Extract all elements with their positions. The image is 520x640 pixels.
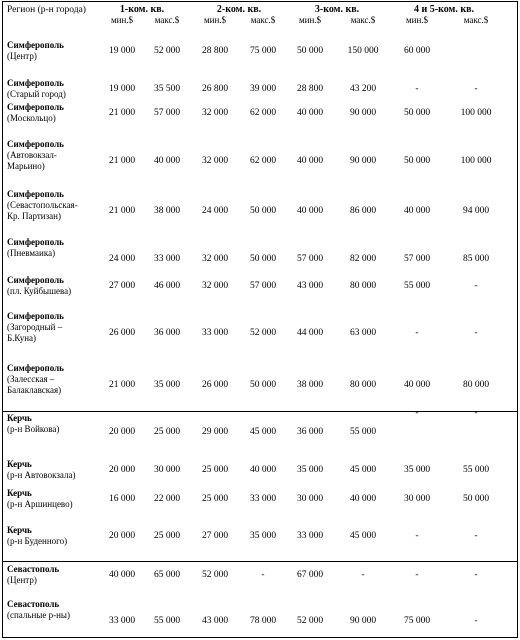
price-cell: 35 000 (296, 465, 324, 475)
column-group-title: 4 и 5-ком. кв. (413, 4, 475, 15)
column-group-title: 1-ком. кв. (119, 4, 165, 15)
price-cell: 27 000 (201, 531, 229, 541)
price-cell: 35 000 (249, 531, 277, 541)
price-cell: 25 000 (153, 427, 181, 437)
district-name: (Москольцо) (7, 113, 56, 123)
region-cell (7, 78, 66, 100)
column-sub-header-max: макс.$ (350, 15, 376, 25)
price-cell: 90 000 (349, 616, 377, 626)
price-cell: 55 000 (153, 616, 181, 626)
price-cell: 50 000 (403, 108, 431, 118)
price-cell: 40 000 (403, 206, 431, 216)
price-cell: 26 000 (108, 328, 136, 338)
price-cell: 28 800 (296, 84, 324, 94)
price-cell: 43 000 (296, 281, 324, 291)
price-cell: 90 000 (349, 108, 377, 118)
district-name: (Центр) (7, 575, 37, 585)
price-cell: 28 800 (201, 46, 229, 56)
district-name: (р-н Аршинцево) (7, 499, 73, 509)
price-cell: 16 000 (108, 494, 136, 504)
region-cell (7, 102, 64, 124)
price-cell: 30 000 (153, 465, 181, 475)
column-sub-header-min: мин.$ (405, 15, 429, 25)
district-name: Кр. Партизан) (7, 211, 61, 221)
price-cell: 21 000 (108, 380, 136, 390)
region-cell (7, 599, 70, 621)
column-sub-header-min: мин.$ (203, 15, 227, 25)
price-cell: 21 000 (108, 156, 136, 166)
price-cell: 65 000 (153, 570, 181, 580)
city-name: Симферополь (7, 78, 64, 88)
price-cell: 20 000 (108, 531, 136, 541)
price-cell: 22 000 (153, 494, 181, 504)
city-name: Севастополь (7, 564, 60, 574)
price-cell: 32 000 (201, 281, 229, 291)
price-cell: 45 000 (249, 427, 277, 437)
price-cell: 35 000 (403, 465, 431, 475)
district-name: (Севастопольская- (7, 200, 78, 210)
price-cell: 38 000 (296, 380, 324, 390)
price-cell: 50 000 (249, 206, 277, 216)
region-cell (7, 413, 59, 435)
district-name: (Автовокзал- (7, 150, 57, 160)
price-cell: 63 000 (349, 328, 377, 338)
price-cell: 36 000 (296, 427, 324, 437)
price-cell: 30 000 (403, 494, 431, 504)
city-name: Керчь (7, 488, 32, 498)
district-name: Балаклавская) (7, 385, 62, 395)
price-cell: 55 000 (349, 427, 377, 437)
region-cell (7, 237, 64, 259)
price-cell: 32 000 (201, 156, 229, 166)
price-cell: 55 000 (403, 281, 431, 291)
price-cell: 25 000 (201, 465, 229, 475)
price-cell: 86 000 (349, 206, 377, 216)
price-cell: 43 200 (349, 84, 377, 94)
city-name: Симферополь (7, 139, 64, 149)
city-name: Симферополь (7, 363, 64, 373)
price-cell: 75 000 (403, 616, 431, 626)
district-name: (р-н Буденного) (7, 536, 68, 546)
city-name: Симферополь (7, 275, 64, 285)
price-cell: 57 000 (296, 254, 324, 264)
region-cell (7, 363, 64, 396)
price-cell: 21 000 (108, 108, 136, 118)
price-cell: 33 000 (153, 254, 181, 264)
price-cell: 46 000 (153, 281, 181, 291)
price-cell: 39 000 (249, 84, 277, 94)
city-name: Керчь (7, 413, 32, 423)
price-cell: 20 000 (108, 465, 136, 475)
district-name: (Залесская – (7, 374, 55, 384)
district-name: Б.Куна) (7, 333, 37, 343)
price-cell: 100 000 (460, 108, 492, 118)
price-cell: 45 000 (349, 531, 377, 541)
city-name: Симферополь (7, 40, 64, 50)
region-cell (7, 275, 71, 297)
price-cell: 50 000 (249, 254, 277, 264)
price-cell: 52 000 (296, 616, 324, 626)
column-group-title: 3-ком. кв. (314, 4, 360, 15)
price-cell: 50 000 (249, 380, 277, 390)
price-cell: - (474, 281, 478, 291)
price-cell: 40 000 (153, 156, 181, 166)
price-cell: 67 000 (296, 570, 324, 580)
price-cell: 85 000 (462, 254, 490, 264)
price-cell: 75 000 (249, 46, 277, 56)
price-cell: 19 000 (108, 46, 136, 56)
district-name: (Пневмаика) (7, 248, 56, 258)
region-column-header: Регион (р-н города) (7, 5, 86, 15)
price-cell: 33 000 (201, 328, 229, 338)
price-cell: 24 000 (108, 254, 136, 264)
price-cell: 32 000 (201, 108, 229, 118)
price-cell: 52 000 (249, 328, 277, 338)
price-cell: - (415, 408, 419, 418)
region-cell (7, 525, 67, 547)
region-cell (7, 564, 59, 586)
district-name: (р-н Автовокзала) (7, 470, 76, 480)
city-name: Керчь (7, 525, 32, 535)
price-cell: 52 000 (153, 46, 181, 56)
district-name: (спальные р-ны) (7, 610, 70, 620)
price-cell: 40 000 (296, 156, 324, 166)
city-name: Симферополь (7, 237, 64, 247)
price-cell: 80 000 (349, 281, 377, 291)
price-cell: 36 000 (153, 328, 181, 338)
region-cell (7, 459, 75, 481)
price-cell: 38 000 (153, 206, 181, 216)
price-cell: 30 000 (296, 494, 324, 504)
column-sub-header-max: макс.$ (250, 15, 276, 25)
district-name: Марьино) (7, 161, 45, 171)
price-cell: - (415, 84, 419, 94)
district-name: (Загородный – (7, 322, 63, 332)
price-cell: - (474, 84, 478, 94)
price-cell: 29 000 (201, 427, 229, 437)
city-name: Симферополь (7, 102, 64, 112)
price-cell: - (474, 408, 478, 418)
price-cell: 57 000 (249, 281, 277, 291)
district-name: (Старый город) (7, 89, 66, 99)
price-cell: 25 000 (201, 494, 229, 504)
price-cell: - (415, 531, 419, 541)
price-cell: 25 000 (153, 531, 181, 541)
price-table (2, 1, 518, 638)
price-cell: 43 000 (201, 616, 229, 626)
price-cell: - (474, 531, 478, 541)
district-name: (Центр) (7, 51, 37, 61)
price-cell: 40 000 (296, 108, 324, 118)
price-cell: 21 000 (108, 206, 136, 216)
city-name: Керчь (7, 459, 32, 469)
region-cell (7, 488, 73, 510)
price-cell: - (474, 328, 478, 338)
price-cell: 33 000 (296, 531, 324, 541)
price-cell: 80 000 (349, 380, 377, 390)
price-cell: 82 000 (349, 254, 377, 264)
price-cell: 40 000 (403, 380, 431, 390)
price-cell: 40 000 (349, 494, 377, 504)
column-group-title: 2-ком. кв. (216, 4, 262, 15)
price-cell: 57 000 (403, 254, 431, 264)
price-cell: 24 000 (201, 206, 229, 216)
price-cell: - (261, 570, 265, 580)
price-cell: 57 000 (153, 108, 181, 118)
price-cell: 20 000 (108, 427, 136, 437)
district-name: (пл. Куйбышева) (7, 286, 72, 296)
price-cell: - (415, 570, 419, 580)
row-separator (3, 561, 517, 562)
price-cell: 26 000 (201, 380, 229, 390)
price-cell: 62 000 (249, 156, 277, 166)
price-cell: 55 000 (462, 465, 490, 475)
row-separator (3, 411, 517, 412)
region-cell (7, 40, 64, 62)
price-cell: 33 000 (108, 616, 136, 626)
price-cell: - (474, 616, 478, 626)
price-cell: 40 000 (249, 465, 277, 475)
price-cell: 33 000 (249, 494, 277, 504)
price-cell: 78 000 (249, 616, 277, 626)
price-cell: 150 000 (347, 46, 379, 56)
price-cell: 35 500 (153, 84, 181, 94)
price-cell: 50 000 (403, 156, 431, 166)
price-cell: 50 000 (462, 494, 490, 504)
price-cell: 52 000 (201, 570, 229, 580)
price-cell: 50 000 (296, 46, 324, 56)
price-cell: 35 000 (153, 380, 181, 390)
column-sub-header-min: мин.$ (110, 15, 134, 25)
price-cell: - (474, 570, 478, 580)
price-cell: - (361, 570, 365, 580)
price-cell: 40 000 (108, 570, 136, 580)
city-name: Севастополь (7, 599, 60, 609)
price-cell: 94 000 (462, 206, 490, 216)
price-cell: 32 000 (201, 254, 229, 264)
price-cell: 44 000 (296, 328, 324, 338)
price-cell: 100 000 (460, 156, 492, 166)
price-cell: - (415, 328, 419, 338)
price-cell: 27 000 (108, 281, 136, 291)
price-cell: 45 000 (349, 465, 377, 475)
price-cell: 80 000 (462, 380, 490, 390)
column-sub-header-max: макс.$ (154, 15, 180, 25)
price-cell: 90 000 (349, 156, 377, 166)
district-name: (р-н Войкова) (7, 424, 60, 434)
region-cell (7, 139, 64, 172)
column-sub-header-min: мин.$ (298, 15, 322, 25)
city-name: Симферополь (7, 311, 64, 321)
price-cell: 40 000 (296, 206, 324, 216)
price-cell: 62 000 (249, 108, 277, 118)
column-sub-header-max: макс.$ (463, 15, 489, 25)
region-cell (7, 311, 64, 344)
city-name: Симферополь (7, 189, 64, 199)
region-cell (7, 189, 78, 222)
price-cell: 26 800 (201, 84, 229, 94)
price-cell: 60 000 (403, 46, 431, 56)
price-cell: 19 000 (108, 84, 136, 94)
